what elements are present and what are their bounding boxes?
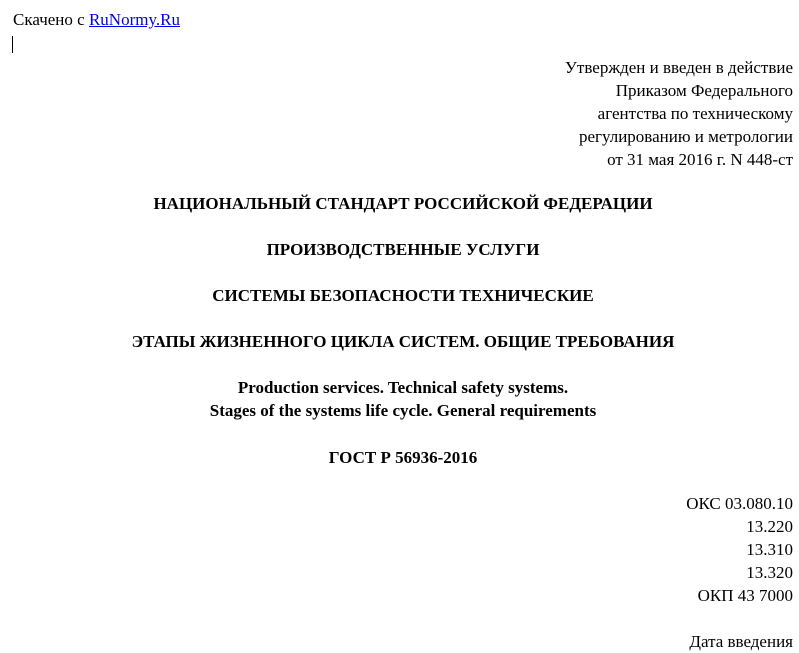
- safety-systems-heading: СИСТЕМЫ БЕЗОПАСНОСТИ ТЕХНИЧЕСКИЕ: [212, 286, 594, 305]
- downloaded-prefix: Скачено с: [13, 10, 85, 29]
- gost-number: ГОСТ Р 56936-2016: [328, 448, 478, 467]
- introduction-date-label: Дата введения: [689, 632, 793, 651]
- runormy-link[interactable]: RuNormy.Ru: [88, 10, 180, 29]
- text-cursor: [12, 36, 13, 53]
- classifier-line: ОКП 43 7000: [697, 586, 793, 605]
- download-source-line: [13, 9, 180, 31]
- approval-block: [565, 56, 793, 171]
- classifier-line: 13.220: [746, 517, 793, 536]
- classifier-codes: [686, 492, 793, 607]
- approval-line: от 31 мая 2016 г. N 448-ст: [607, 150, 793, 169]
- approval-line: агентства по техническому: [597, 104, 793, 123]
- approval-line: Утвержден и введен в действие: [564, 58, 793, 77]
- english-title-line-2: Stages of the systems life cycle. General requirements: [209, 401, 597, 420]
- life-cycle-heading: ЭТАПЫ ЖИЗНЕННОГО ЦИКЛА СИСТЕМ. ОБЩИЕ ТРЕБОВАНИЯ: [131, 332, 675, 351]
- classifier-line: 13.310: [746, 540, 793, 559]
- production-services-heading: ПРОИЗВОДСТВЕННЫЕ УСЛУГИ: [266, 240, 540, 259]
- english-title-line-1: Production services. Technical safety systems.: [237, 378, 569, 397]
- approval-line: Приказом Федерального: [615, 81, 793, 100]
- english-title: [0, 376, 799, 422]
- national-standard-heading: НАЦИОНАЛЬНЫЙ СТАНДАРТ РОССИЙСКОЙ ФЕДЕРАЦИИ: [153, 194, 653, 213]
- classifier-line: 13.320: [746, 563, 793, 582]
- approval-line: регулированию и метрологии: [578, 127, 793, 146]
- classifier-line: ОКС 03.080.10: [686, 494, 793, 513]
